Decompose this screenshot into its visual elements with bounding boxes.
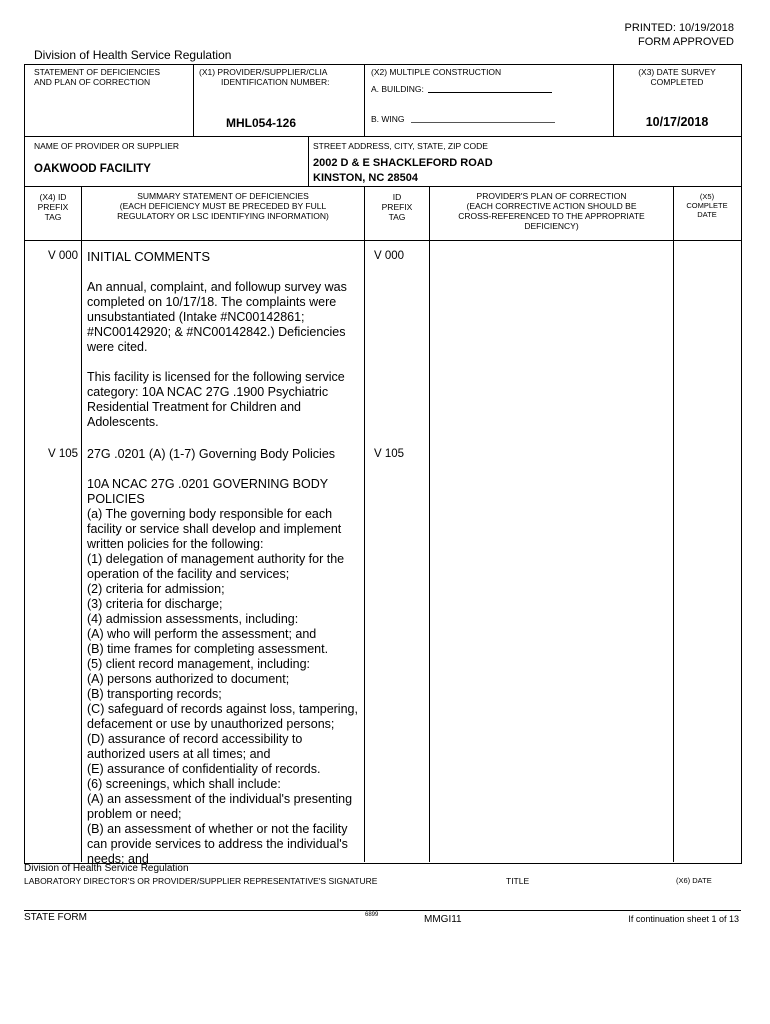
continuation-sheet: If continuation sheet 1 of 13: [628, 914, 739, 924]
tag-v105-left: V 105: [48, 448, 79, 460]
survey-summary-paragraph: An annual, complaint, and followup survey was completed on 10/17/18. The complaints were unsubstantiated (Intake #NC00142861; #NC00142920; & #NC00142842.) Deficiencies were cited.: [87, 280, 347, 354]
license-paragraph: This facility is licensed for the following service category: 10A NCAC 27G .1900 Psychiatric Residential Treatment for Children and Adolescents.: [87, 370, 345, 429]
address-label: STREET ADDRESS, CITY, STATE, ZIP CODE: [313, 141, 488, 151]
survey-completed-date: 10/17/2018: [645, 115, 709, 129]
x6-date-label: (X6) DATE: [676, 876, 712, 885]
print-date-block: [625, 21, 734, 49]
x2-label: (X2) MULTIPLE CONSTRUCTION: [371, 67, 502, 77]
agency-title: Division of Health Service Regulation: [34, 48, 232, 62]
x1-label: (X1) PROVIDER/SUPPLIER/CLIA IDENTIFICATION NUMBER:: [199, 67, 330, 87]
signature-label: LABORATORY DIRECTOR'S OR PROVIDER/SUPPLIER REPRESENTATIVE'S SIGNATURE: [24, 876, 378, 886]
plan-header: PROVIDER'S PLAN OF CORRECTION (EACH CORRECTIVE ACTION SHOULD BE CROSS-REFERENCED TO THE APPROPRIATE DEFICIENCY): [458, 191, 645, 231]
provider-name-label: NAME OF PROVIDER OR SUPPLIER: [34, 141, 179, 151]
id-prefix-header: ID PREFIX TAG: [381, 192, 413, 222]
event-id: MMGI11: [424, 914, 462, 925]
provider-id-number: MHL054-126: [226, 116, 297, 130]
governing-body-heading: 27G .0201 (A) (1-7) Governing Body Policies: [87, 447, 336, 461]
x4-header: (X4) ID PREFIX TAG: [37, 192, 69, 222]
building-line: [428, 92, 552, 93]
printed-date: PRINTED: 10/19/2018: [624, 22, 734, 34]
provider-name: OAKWOOD FACILITY: [34, 163, 151, 175]
tag-v000-left: V 000: [48, 250, 79, 262]
governing-body-regulation-text: 10A NCAC 27G .0201 GOVERNING BODY POLICIES (a) The governing body responsible for each facility or service shall develop and implement written policies for the following: (1) delegation of management authority for the operation of the facility and services; (2) criteria for admission; (3) criteria for discharge; (4) admission assessments, including: (A) who will perform the assessment; and (B) time frames for completing assessment. (5) client record management, including: (A) persons authorized to document; (B) transporting records; (C) safeguard of records against loss, tampering, defacement or use by unauthorized persons; (D) assurance of record accessibility to authorized users at all times; and (E) assurance of confidentiality of records. (6) screenings, which shall include: (A) an assessment of the individual's presenting problem or need; (B) an assessment of whether or not the facility can provide services to address the individual's needs; and: [87, 477, 358, 866]
x5-header: (X5) COMPLETE DATE: [686, 192, 728, 219]
tag-v000-right: V 000: [374, 250, 405, 262]
wing-label: B. WING: [371, 114, 405, 124]
tag-v105-right: V 105: [374, 448, 405, 460]
title-label: TITLE: [506, 876, 530, 886]
footer-agency: Division of Health Service Regulation: [24, 863, 189, 874]
provider-address: 2002 D & E SHACKLEFORD ROAD KINSTON, NC 28504: [313, 157, 493, 184]
x3-label: (X3) DATE SURVEY COMPLETED: [638, 67, 716, 87]
state-form-label: STATE FORM: [24, 912, 87, 923]
wing-line: [411, 122, 555, 123]
summary-header: SUMMARY STATEMENT OF DEFICIENCIES (EACH DEFICIENCY MUST BE PRECEDED BY FULL REGULATORY OR LSC IDENTIFYING INFORMATION): [117, 191, 329, 221]
initial-comments-heading: INITIAL COMMENTS: [87, 249, 211, 264]
form-approved: FORM APPROVED: [638, 36, 734, 48]
form-number: 6899: [365, 912, 379, 918]
building-label: A. BUILDING:: [371, 84, 424, 94]
statement-label: STATEMENT OF DEFICIENCIES AND PLAN OF CORRECTION: [34, 67, 161, 87]
